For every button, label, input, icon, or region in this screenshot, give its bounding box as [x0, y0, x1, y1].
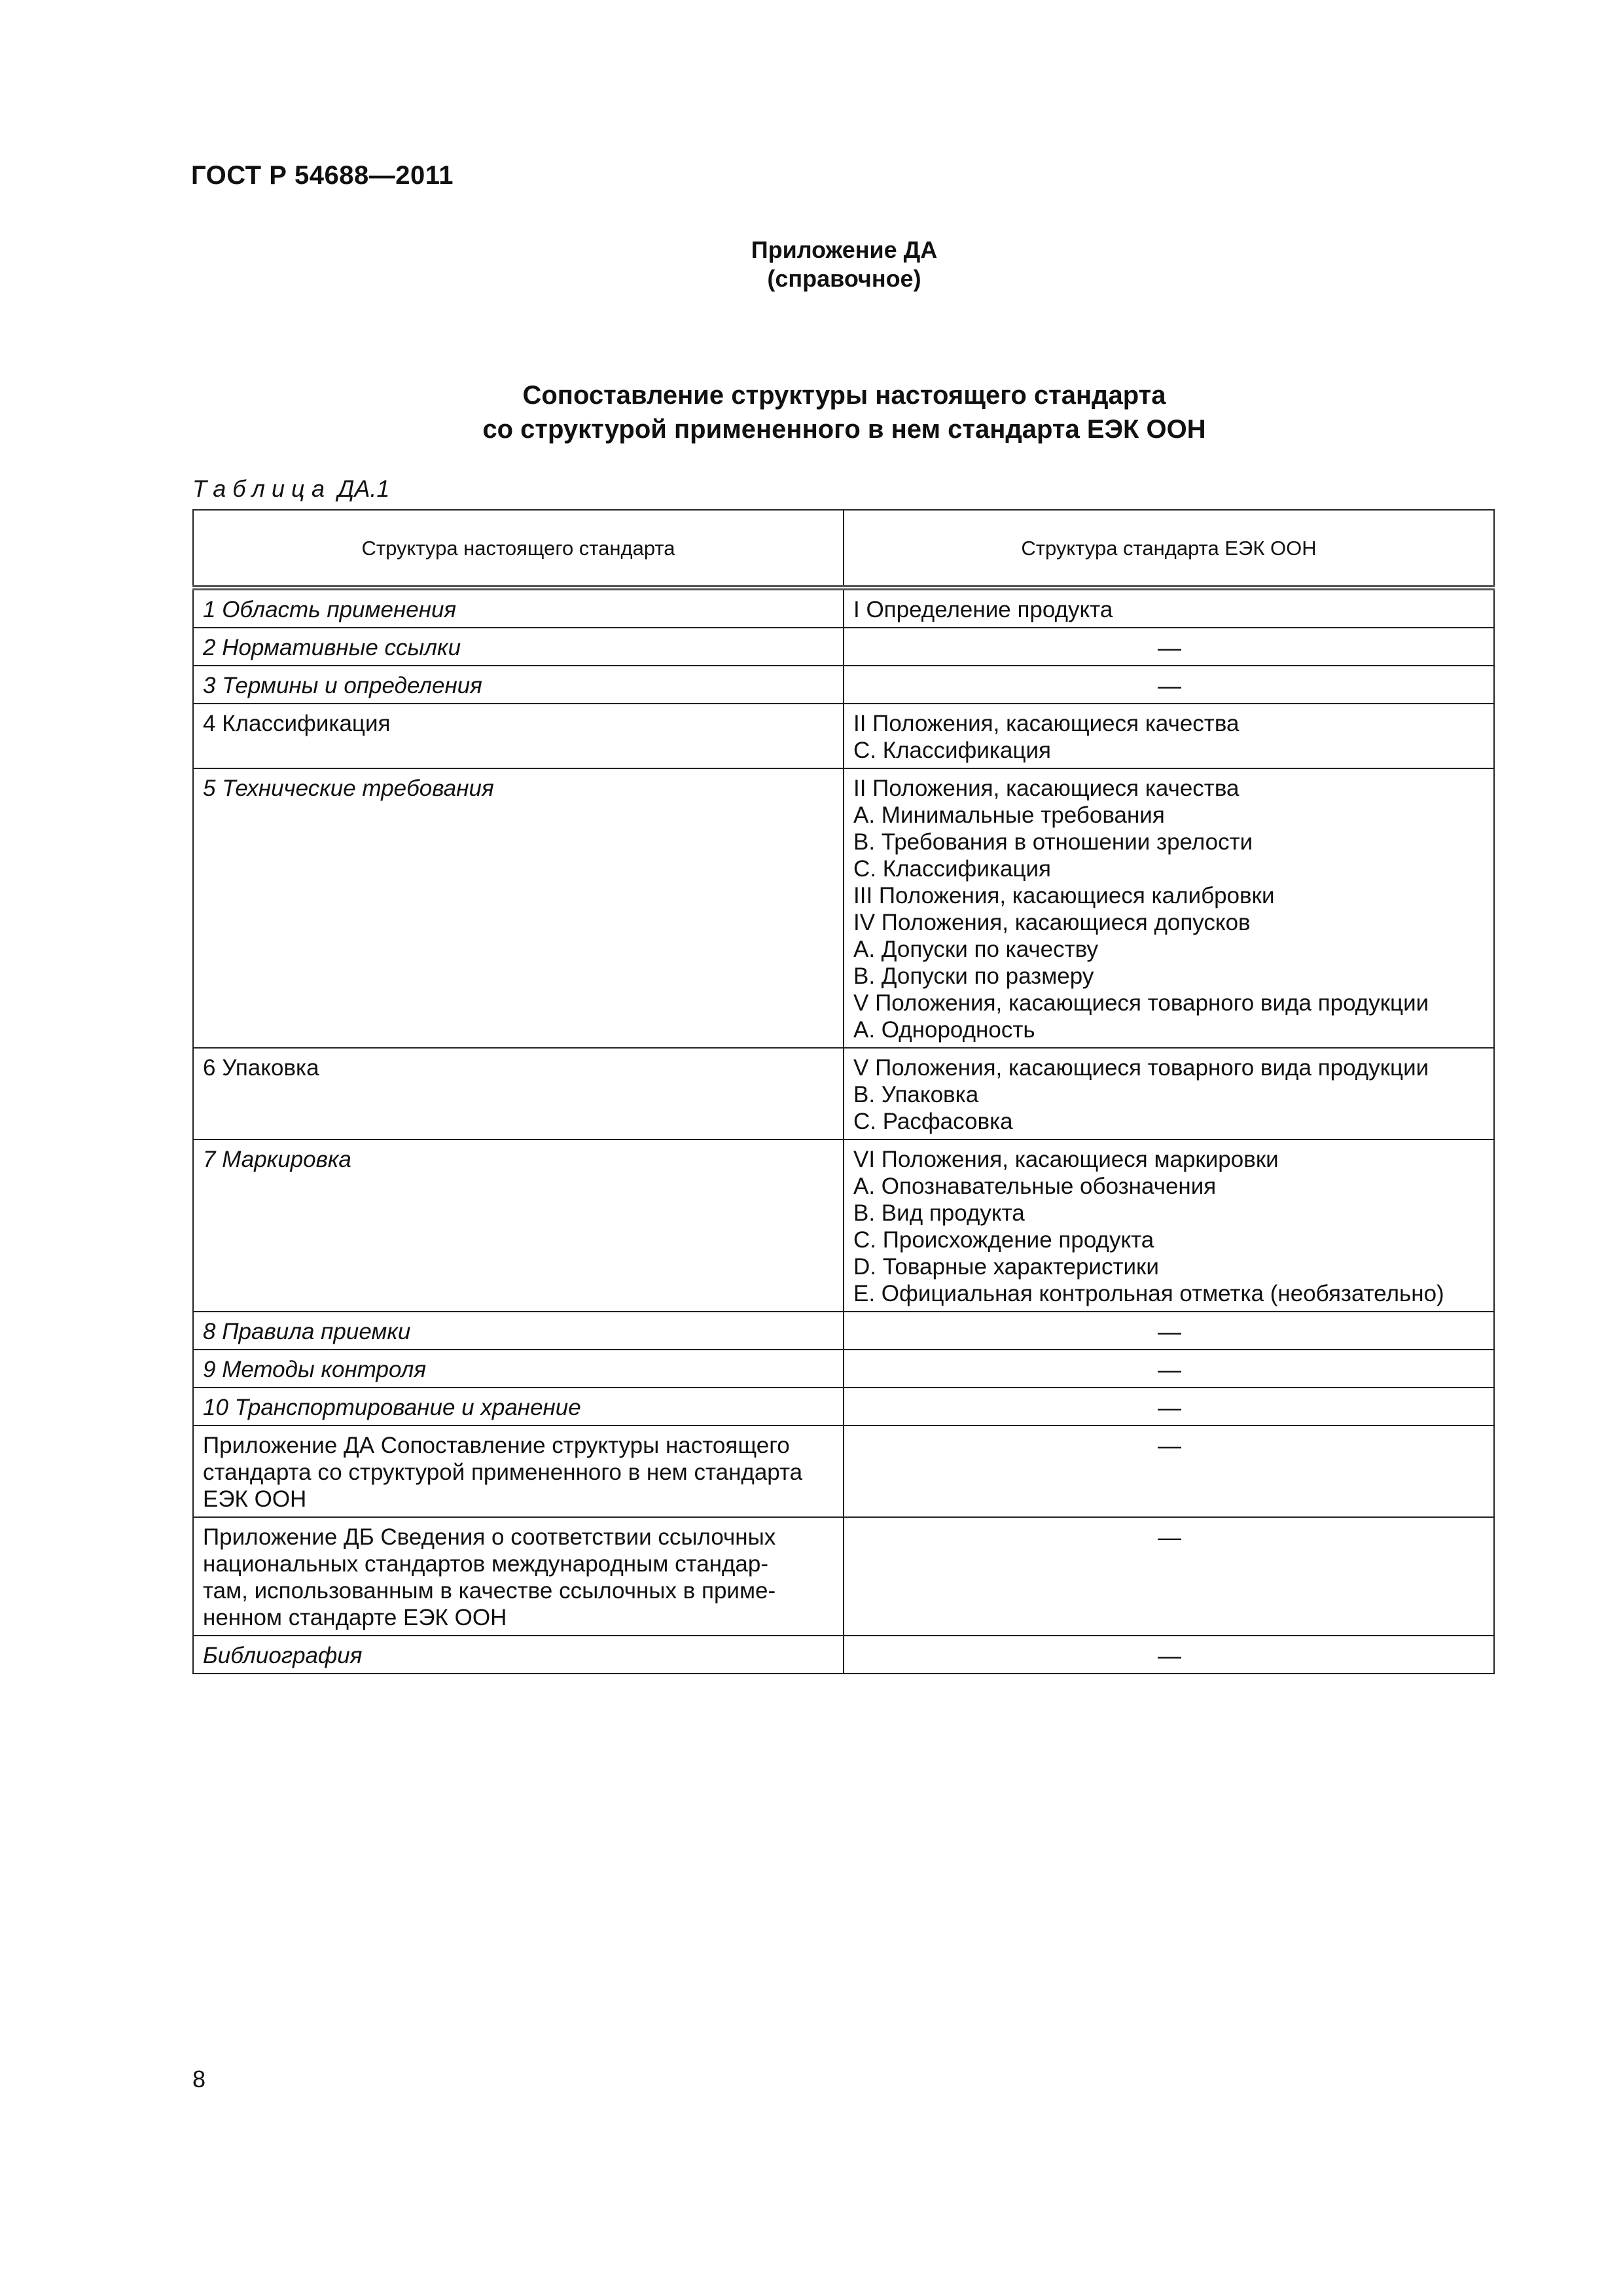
row-left-cell — [193, 1388, 844, 1426]
cell-line: — — [1158, 1394, 1181, 1421]
cell-line: 9 Методы контроля — [203, 1357, 427, 1382]
row-left-cell — [193, 1517, 844, 1636]
table-caption — [192, 475, 389, 503]
row-left-cell — [193, 1350, 844, 1388]
row-right-cell — [844, 628, 1494, 666]
cell-line: 2 Нормативные ссылки — [203, 635, 461, 660]
cell-line: V Положения, касающиеся товарного вида продукции — [853, 1055, 1429, 1081]
cell-line: — — [1158, 1318, 1181, 1345]
cell-line: 3 Термины и определения — [203, 673, 482, 698]
row-right-cell — [844, 1388, 1494, 1426]
appendix-kind: (справочное) — [767, 265, 921, 292]
cell-line: национальных стандартов международным стандар- — [203, 1551, 769, 1577]
table-row — [193, 588, 1494, 628]
row-right-cell — [844, 704, 1494, 768]
cell-line: II Положения, касающиеся качества — [853, 776, 1240, 801]
heading-line-2: со структурой примененного в нем стандарта ЕЭК ООН — [482, 415, 1206, 444]
cell-line: 4 Классификация — [203, 711, 391, 736]
cell-line: С. Классификация — [853, 738, 1051, 763]
cell-line: II Положения, касающиеся качества — [853, 711, 1240, 736]
cell-line: 5 Технические требования — [203, 776, 494, 801]
row-right-cell — [844, 768, 1494, 1048]
table-row — [193, 1388, 1494, 1426]
table-row — [193, 1350, 1494, 1388]
cell-line: III Положения, касающиеся калибровки — [853, 883, 1275, 908]
cell-line: С. Расфасовка — [853, 1109, 1013, 1134]
row-left-cell — [193, 588, 844, 628]
table-row — [193, 628, 1494, 666]
cell-line: В. Допуски по размеру — [853, 963, 1094, 989]
cell-line: V Положения, касающиеся товарного вида продукции — [853, 990, 1429, 1016]
cell-line: В. Упаковка — [853, 1082, 979, 1107]
row-left-cell — [193, 1312, 844, 1350]
cell-line: — — [1158, 1432, 1181, 1459]
cell-line: А. Однородность — [853, 1017, 1035, 1043]
table-row — [193, 1048, 1494, 1139]
cell-line: стандарта со структурой примененного в нем стандарта — [203, 1460, 803, 1485]
cell-line: А. Опознавательные обозначения — [853, 1174, 1217, 1199]
table-header-row — [193, 510, 1494, 588]
table-row — [193, 1426, 1494, 1517]
cell-line: С. Происхождение продукта — [853, 1227, 1154, 1253]
row-right-cell — [844, 1350, 1494, 1388]
cell-line: Приложение ДБ Сведения о соответствии ссылочных — [203, 1524, 776, 1550]
row-left-cell — [193, 1048, 844, 1139]
table-row — [193, 1139, 1494, 1312]
table-row — [193, 768, 1494, 1048]
cell-line: ЕЭК ООН — [203, 1486, 307, 1512]
cell-line: 1 Область применения — [203, 597, 457, 622]
cell-line: — — [1158, 1356, 1181, 1383]
table-caption-word: Таблица — [192, 475, 332, 502]
cell-line: А. Допуски по качеству — [853, 937, 1098, 962]
cell-line: — — [1158, 1642, 1181, 1669]
table-caption-id: ДА.1 — [338, 475, 390, 502]
cell-line: ненном стандарте ЕЭК ООН — [203, 1605, 507, 1630]
row-right-cell — [844, 588, 1494, 628]
cell-line: там, использованным в качестве ссылочных в приме- — [203, 1578, 776, 1604]
table-row — [193, 666, 1494, 704]
cell-line: Е. Официальная контрольная отметка (необязательно) — [853, 1281, 1444, 1306]
row-right-cell — [844, 1517, 1494, 1636]
table-row — [193, 1636, 1494, 1674]
cell-line: В. Требования в отношении зрелости — [853, 829, 1253, 855]
cell-line: — — [1158, 1524, 1181, 1551]
cell-line: VI Положения, касающиеся маркировки — [853, 1147, 1279, 1172]
cell-line: В. Вид продукта — [853, 1200, 1025, 1226]
row-right-cell — [844, 666, 1494, 704]
structure-comparison-table — [192, 509, 1495, 1674]
row-left-cell — [193, 1636, 844, 1674]
cell-line: — — [1158, 634, 1181, 661]
cell-line: I Определение продукта — [853, 597, 1113, 622]
row-left-cell — [193, 1139, 844, 1312]
cell-line: D. Товарные характеристики — [853, 1254, 1159, 1280]
table-row — [193, 1517, 1494, 1636]
page-number: 8 — [192, 2066, 206, 2092]
heading-line-1: Сопоставление структуры настоящего стандарта — [522, 381, 1166, 410]
row-right-cell — [844, 1139, 1494, 1312]
row-left-cell — [193, 1426, 844, 1517]
document-code: ГОСТ Р 54688—2011 — [191, 161, 454, 190]
row-right-cell — [844, 1048, 1494, 1139]
column-header-unece-standard: Структура стандарта ЕЭК ООН — [844, 510, 1494, 588]
table-row — [193, 704, 1494, 768]
appendix-title: Приложение ДА — [751, 236, 938, 263]
row-left-cell — [193, 768, 844, 1048]
cell-line: 8 Правила приемки — [203, 1319, 411, 1344]
row-right-cell — [844, 1636, 1494, 1674]
cell-line: 10 Транспортирование и хранение — [203, 1395, 581, 1420]
row-left-cell — [193, 666, 844, 704]
row-left-cell — [193, 704, 844, 768]
cell-line: Приложение ДА Сопоставление структуры настоящего — [203, 1433, 790, 1458]
row-left-cell — [193, 628, 844, 666]
column-header-this-standard: Структура настоящего стандарта — [193, 510, 844, 588]
cell-line: — — [1158, 672, 1181, 699]
row-right-cell — [844, 1312, 1494, 1350]
cell-line: IV Положения, касающиеся допусков — [853, 910, 1251, 935]
cell-line: А. Минимальные требования — [853, 802, 1165, 828]
row-right-cell — [844, 1426, 1494, 1517]
table-row — [193, 1312, 1494, 1350]
cell-line: 7 Маркировка — [203, 1147, 351, 1172]
cell-line: С. Классификация — [853, 856, 1051, 882]
cell-line: Библиография — [203, 1643, 363, 1668]
cell-line: 6 Упаковка — [203, 1055, 319, 1081]
